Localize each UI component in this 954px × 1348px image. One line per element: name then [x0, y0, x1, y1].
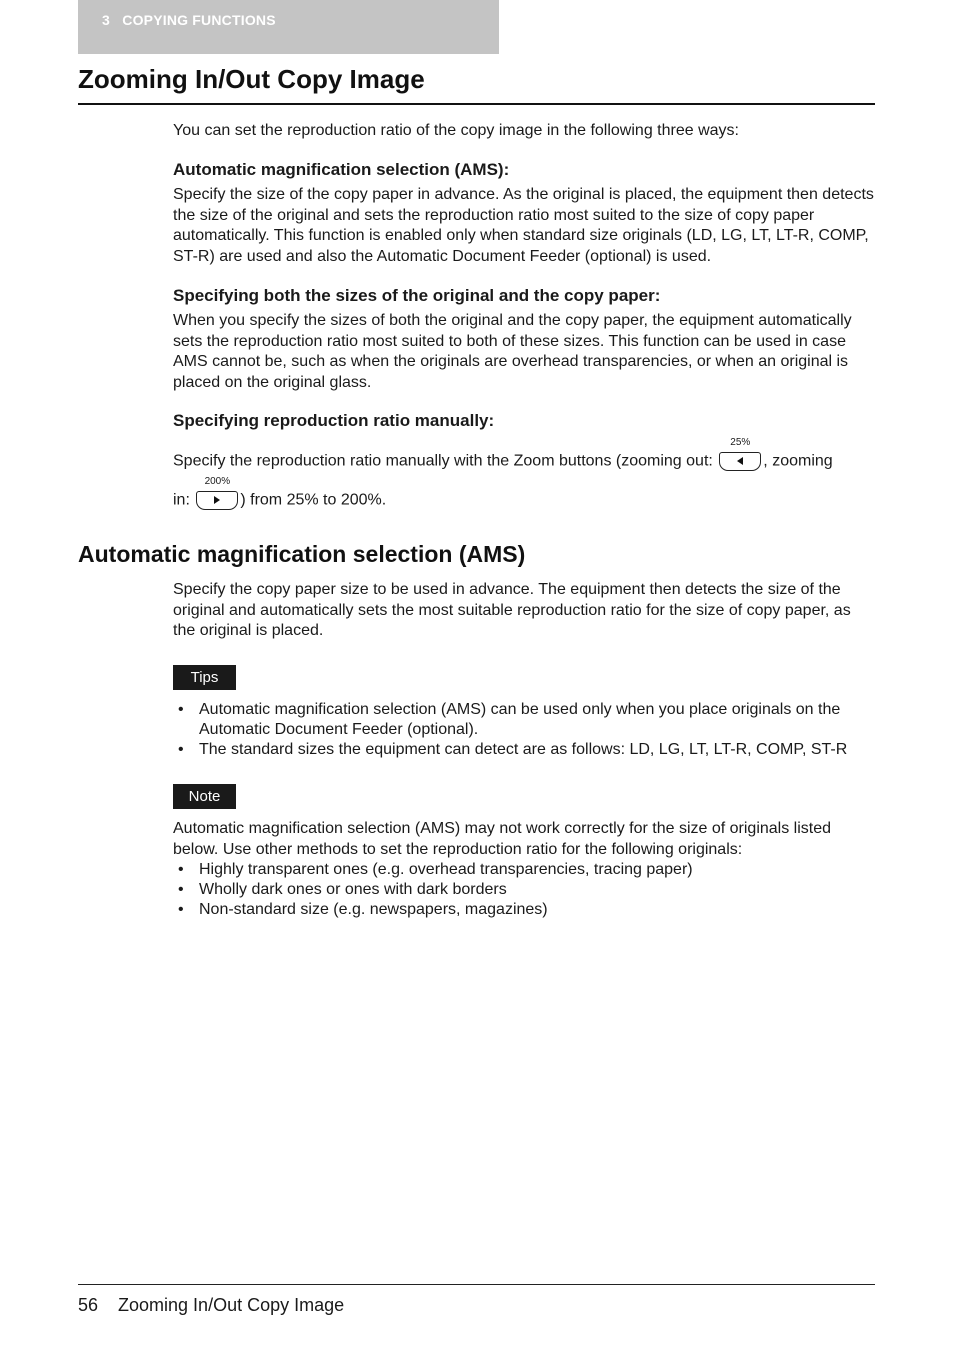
way-3-heading: Specifying reproduction ratio manually:	[173, 411, 495, 430]
right-arrow-icon	[214, 496, 220, 504]
section-ams-body: Specify the copy paper size to be used in advance. The equipment then detects the size of the original and automatically sets the most suitable reproduction ratio for the size of copy paper, as the original is placed.	[173, 581, 851, 639]
list-item: • Automatic magnification selection (AMS) can be used only when you place originals on the Automatic Document Feeder (optional).	[173, 700, 875, 740]
tips-list	[173, 700, 875, 761]
zoom-in-label: 200%	[204, 476, 231, 487]
chapter-tab	[78, 0, 499, 54]
chapter-tab-label: 3 COPYING FUNCTIONS	[102, 12, 276, 28]
zoom-out-label: 25%	[730, 437, 751, 448]
note-label: Note	[173, 784, 236, 809]
page-footer: 56 Zooming In/Out Copy Image	[78, 1295, 345, 1315]
page-title: Zooming In/Out Copy Image	[78, 64, 425, 94]
zoom-out-button	[719, 437, 761, 471]
manual-text-2: , zooming	[763, 452, 833, 470]
note-body: Automatic magnification selection (AMS) may not work correctly for the size of originals listed below. Use other methods to set the reproduction ratio for the following originals:	[173, 820, 832, 858]
footer-rule	[78, 1284, 875, 1285]
intro-text: You can set the reproduction ratio of the copy image in the following three ways:	[173, 122, 739, 139]
way-2-heading: Specifying both the sizes of the original and the copy paper:	[173, 286, 661, 305]
way-1-body: Specify the size of the copy paper in advance. As the original is placed, the equipment then detects the size of the original and sets the reproduction ratio most suited to the size of copy paper automatically. This function is enabled only when standard size originals (LD, LG, LT, LT-R, COMP, ST-R) are used and also the Automatic Document Feeder (optional) is used.	[173, 186, 874, 265]
tips-label: Tips	[173, 665, 236, 690]
left-arrow-icon	[737, 457, 743, 465]
manual-text-1: Specify the reproduction ratio manually with the Zoom buttons (zooming out:	[173, 452, 713, 470]
zoom-in-button	[196, 476, 238, 510]
list-item: • Non-standard size (e.g. newspapers, magazines)	[173, 900, 875, 920]
list-item: • Wholly dark ones or ones with dark borders	[173, 880, 875, 900]
manual-text-4: ) from 25% to 200%.	[240, 491, 387, 509]
list-item: • The standard sizes the equipment can detect are as follows: LD, LG, LT, LT-R, COMP, ST-R	[173, 740, 875, 760]
way-1-heading: Automatic magnification selection (AMS):	[173, 160, 510, 179]
manual-line-2	[173, 476, 387, 510]
way-2-body: When you specify the sizes of both the original and the copy paper, the equipment automatically sets the reproduction ratio most suited to both of these sizes. This function can be used in case AMS cannot be, such as when the originals are overhead transparencies, or when an original is placed on the original glass.	[173, 312, 852, 391]
note-list	[173, 860, 875, 921]
list-item: • Highly transparent ones (e.g. overhead transparencies, tracing paper)	[173, 860, 875, 880]
manual-text-3: in:	[173, 491, 190, 509]
section-ams-title: Automatic magnification selection (AMS)	[78, 541, 526, 567]
title-rule	[78, 103, 875, 105]
manual-line-1	[173, 437, 833, 471]
